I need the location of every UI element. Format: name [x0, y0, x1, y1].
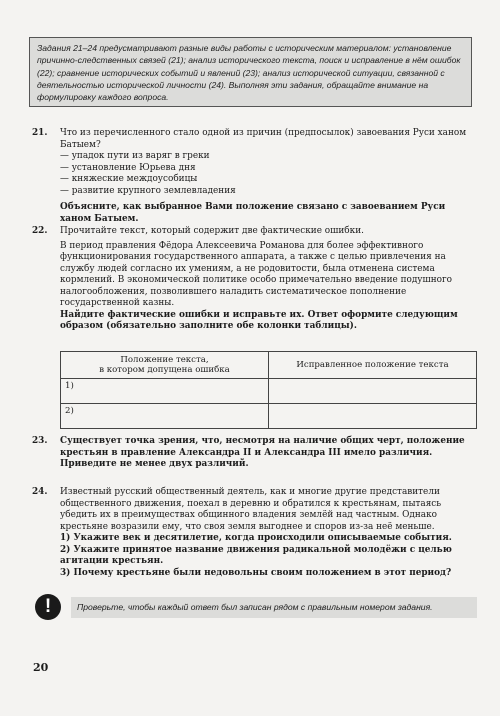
table-row	[61, 404, 477, 429]
table-cell[interactable]: 2)	[61, 404, 269, 429]
task-number: 24.	[32, 487, 48, 497]
task-number: 23.	[32, 436, 48, 446]
instructions-text: Задания 21–24 предусматривают разные виды работы с историческим материалом: установление причинно-следственных связей (21); анализ исторического текста, поиск и исправление в нём ошибок (22); сравнение исторических событий и явлений (23); анализ исторической ситуации, связанной с деятельностью исторической личности (24). Выполняя эти задания, обращайте внимание на формулировку каждого вопроса.	[37, 43, 461, 103]
table-cell[interactable]	[269, 404, 477, 429]
task-lead: Прочитайте текст, который содержит две фактические ошибки.	[60, 226, 364, 236]
task-question: 1) Укажите век и десятилетие, когда происходили описываемые события.	[60, 533, 452, 543]
task-22	[32, 226, 477, 333]
table-cell[interactable]: 1)	[61, 379, 269, 404]
reminder-box	[71, 597, 477, 618]
task-question: 2) Укажите принятое название движения радикальной молодёжи с целью агитации крестьян.	[60, 544, 452, 566]
reminder-text: Проверьте, чтобы каждый ответ был записан рядом с правильным номером задания.	[77, 602, 433, 612]
list-item: — упадок пути из варяг в греки	[60, 151, 210, 161]
answer-table	[60, 351, 477, 429]
task-question: 3) Почему крестьяне были недовольны своим положением в этот период?	[60, 567, 452, 578]
historical-text: В период правления Фёдора Алексеевича Романова для более эффективного функционирования государственного аппарата, а также с целью привлечения на службу людей согласно их умениям, а не родовитости, была отменена система кормлений. В экономической политике особо примечательно введение подушного налогообложения, позволившего наладить систематическое пополнение государственной казны.	[60, 240, 453, 308]
task-23	[32, 436, 477, 471]
instructions-box	[29, 37, 472, 107]
options-list	[60, 151, 477, 197]
reminder	[35, 594, 477, 620]
task-text: Известный русский общественный деятель, как и многие другие представители общественного движения, поехал в деревню и обратился к крестьянам, пытаясь убедить их в преимуществах общинного владения землёй над частным. Однако крестьяне возразили ему, что своя земля выгоднее и споров из-за неё меньше.	[60, 487, 442, 532]
column-header	[61, 352, 269, 379]
exclamation-icon: !	[35, 594, 61, 620]
page-number: 20	[33, 661, 49, 674]
task-question: Существует точка зрения, что, несмотря на наличие общих черт, положение крестьян в правление Александра II и Александра III имело различия. Приведите не менее двух различий.	[60, 436, 465, 469]
table-header-row	[61, 352, 477, 379]
column-header: Исправленное положение текста	[269, 352, 477, 379]
column-header-line: Положение текста,	[120, 354, 209, 365]
list-item: — установление Юрьева дня	[60, 162, 196, 173]
table-cell[interactable]	[269, 379, 477, 404]
task-question: Что из перечисленного стало одной из причин (предпосылок) завоевания Руси ханом Батыем?	[60, 128, 467, 150]
list-item: — княжеские междоусобицы	[60, 174, 198, 184]
task-number: 21.	[32, 128, 48, 138]
table-row	[61, 379, 477, 404]
task-instruction: Объясните, как выбранное Вами положение связано с завоеванием Руси ханом Батыем.	[60, 202, 446, 224]
task-21	[32, 128, 477, 225]
task-24	[32, 487, 477, 579]
task-instruction: Найдите фактические ошибки и исправьте их. Ответ оформите следующим образом (обязательно заполните обе колонки таблицы).	[60, 309, 458, 331]
list-item: — развитие крупного землевладения	[60, 185, 236, 196]
column-header-line: в котором допущена ошибка	[99, 365, 230, 375]
task-number: 22.	[32, 226, 48, 236]
